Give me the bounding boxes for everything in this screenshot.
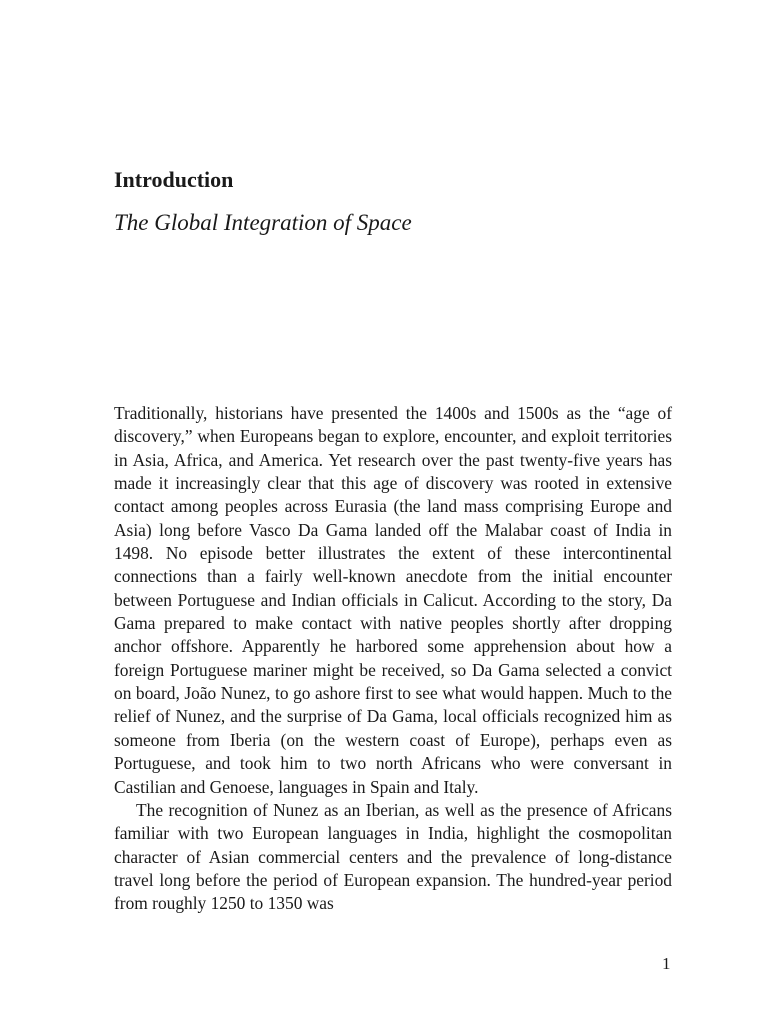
- chapter-label: Introduction: [114, 167, 234, 192]
- chapter-title: The Global Integration of Space: [114, 210, 412, 235]
- paragraph-1: Traditionally, historians have presented the 1400s and 1500s as the “age of discovery,” when Europeans began to explore, encounter, and exploit territories in Asia, Africa, and America. Yet research over the past twenty-five years has made it increasingly clear that this age of discovery was rooted in extensive contact among peoples across Eurasia (the land mass comprising Europe and Asia) long before Vasco Da Gama landed off the Malabar coast of India in 1498. No episode better illustrates the extent of these intercontinental connections than a fairly well-known anecdote from the initial encounter between Portuguese and Indian officials in Calicut. According to the story, Da Gama prepared to make contact with native peoples shortly after dropping anchor offshore. Apparently he harbored some apprehension about how a foreign Portuguese mariner might be received, so Da Gama selected a convict on board, João Nunez, to go ashore first to see what would happen. Much to the relief of Nunez, and the surprise of Da Gama, local officials recognized him as someone from Iberia (on the western coast of Europe), perhaps even as Portuguese, and took him to two north Africans who were conversant in Castilian and Genoese, languages in Spain and Italy.: [114, 403, 672, 797]
- paragraph-2: The recognition of Nunez as an Iberian, as well as the presence of Africans familiar with two European languages in India, highlight the cosmopolitan character of Asian commercial centers and the prevalence of long-distance travel long before the period of European expansion. The hundred-year period from roughly 1250 to 1350 was: [114, 799, 672, 914]
- page-number: 1: [662, 954, 671, 973]
- body-text: [114, 402, 672, 916]
